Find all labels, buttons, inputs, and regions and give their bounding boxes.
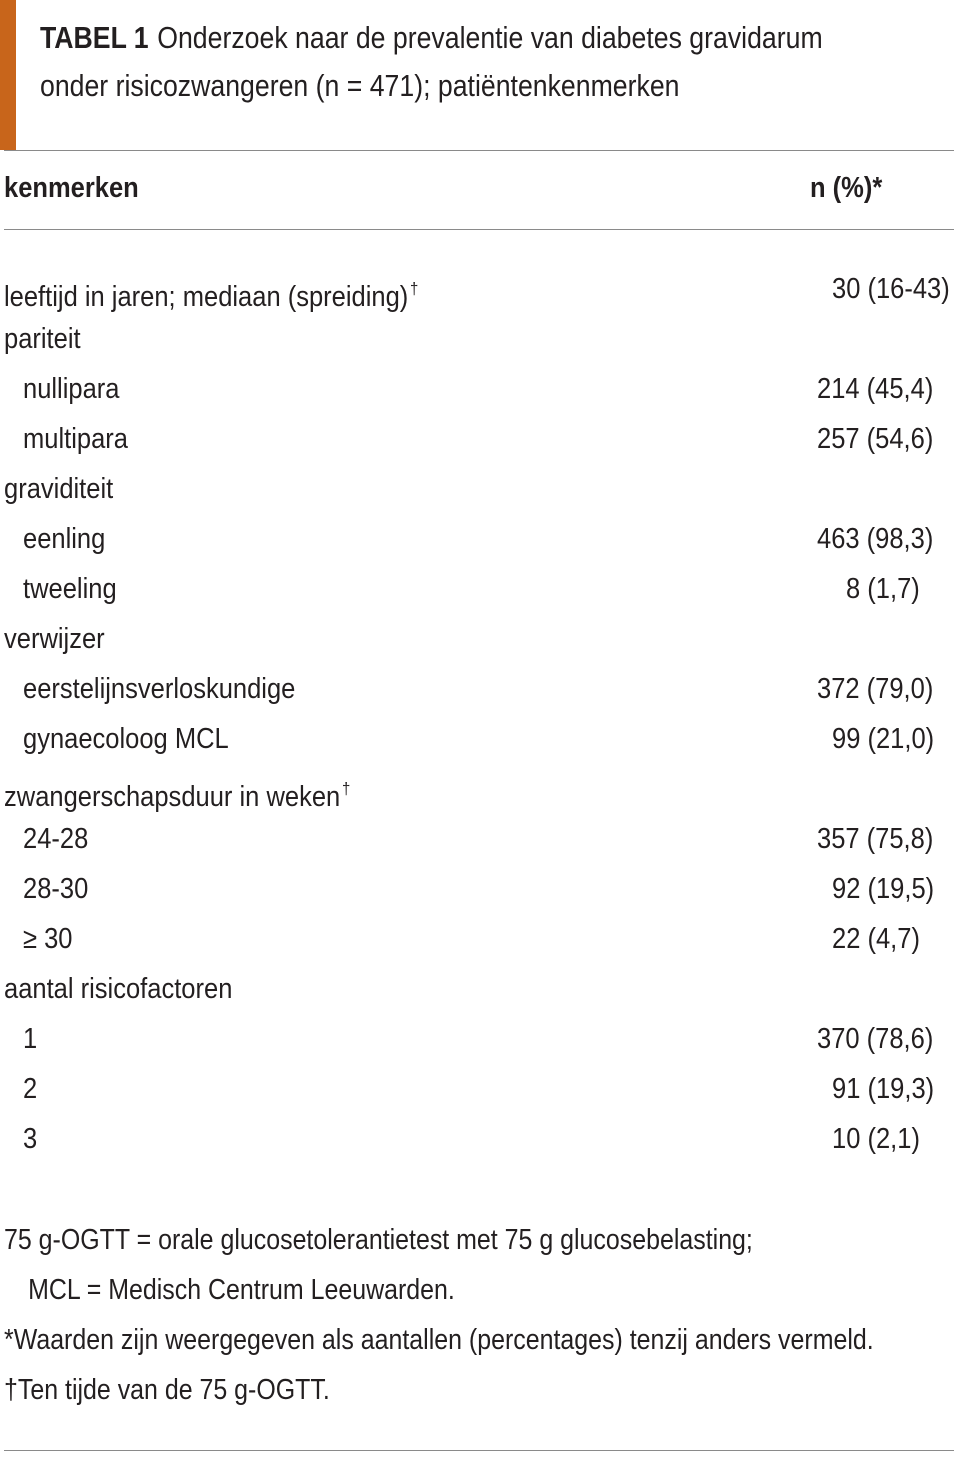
row-label [4, 964, 232, 1014]
row-label-text: 3 [23, 1123, 38, 1155]
row-label [23, 1014, 37, 1064]
row-value: 92 (19,5) [831, 873, 934, 905]
table-row [0, 514, 958, 564]
table-row [0, 614, 958, 664]
dagger-marker: † [341, 779, 351, 798]
row-label [23, 1114, 37, 1164]
table-bottom-rule [4, 1450, 954, 1451]
row-label-text: nullipara [23, 373, 120, 405]
row-label [23, 664, 295, 714]
table-caption-label: TABEL 1 [40, 20, 149, 55]
table-header-rule [4, 229, 954, 230]
row-label-text: eenling [23, 523, 106, 555]
row-label [4, 614, 105, 664]
row-label-text: graviditeit [4, 473, 114, 505]
row-value: 257 (54,6) [817, 423, 934, 455]
row-value: 99 (21,0) [831, 723, 934, 755]
column-header-kenmerken: kenmerken [4, 172, 139, 204]
row-value: 22 (4,7) [831, 923, 920, 955]
table-row [0, 814, 958, 864]
row-label [23, 564, 117, 614]
row-label-text: 24-28 [23, 823, 89, 855]
row-label-text: gynaecoloog MCL [23, 723, 229, 755]
table-row [0, 914, 958, 964]
row-value: 91 (19,3) [831, 1073, 934, 1105]
row-label-text: multipara [23, 423, 128, 455]
row-label-text: 28-30 [23, 873, 89, 905]
row-label [23, 714, 229, 764]
table-body [0, 264, 958, 1164]
table-row [0, 1014, 958, 1064]
table-row [0, 314, 958, 364]
row-label [23, 864, 88, 914]
row-label-text: 2 [23, 1073, 38, 1105]
footnote-dagger: †Ten tijde van de 75 g-OGTT. [4, 1374, 330, 1406]
row-label [23, 514, 105, 564]
column-header-n-percent: n (%)* [810, 172, 883, 204]
row-value: 463 (98,3) [817, 523, 934, 555]
table-row [0, 714, 958, 764]
row-label [4, 314, 81, 364]
row-label-text: zwangerschapsduur in weken [4, 781, 341, 813]
table-row [0, 964, 958, 1014]
row-value: 357 (75,8) [817, 823, 934, 855]
table-caption [40, 14, 934, 110]
row-label-text: leeftijd in jaren; mediaan (spreiding) [4, 281, 409, 313]
row-value: 372 (79,0) [817, 673, 934, 705]
footnote-ogtt: 75 g-OGTT = orale glucosetolerantietest met 75 g glucosebelasting; [4, 1224, 753, 1256]
row-value: 8 (1,7) [845, 573, 920, 605]
footnote-asterisk: *Waarden zijn weergegeven als aantallen (percentages) tenzij anders vermeld. [4, 1324, 874, 1356]
table-row [0, 764, 958, 814]
table-row [0, 564, 958, 614]
table-row [0, 1114, 958, 1164]
row-label-text: aantal risicofactoren [4, 973, 233, 1005]
table-row [0, 414, 958, 464]
row-value: 370 (78,6) [817, 1023, 934, 1055]
row-label [23, 414, 128, 464]
table-row [0, 1064, 958, 1114]
table-caption-title-line-2: onder risicozwangeren (n = 471); patiëntenkenmerken [40, 68, 680, 103]
caption-accent-bar [0, 0, 16, 150]
dagger-marker: † [410, 279, 419, 298]
footnote-mcl: MCL = Medisch Centrum Leeuwarden. [28, 1274, 455, 1306]
row-value: 30 (16-43) [831, 273, 950, 305]
row-label [23, 814, 88, 864]
row-label-text: 1 [23, 1023, 38, 1055]
row-label-text: pariteit [4, 323, 81, 355]
table-caption-title-line-1: Onderzoek naar de prevalentie van diabetes gravidarum [157, 20, 823, 55]
table-row [0, 264, 958, 314]
table-top-rule [4, 150, 954, 151]
row-label [4, 464, 113, 514]
row-label-text: tweeling [23, 573, 117, 605]
table-row [0, 364, 958, 414]
row-label-text: ≥ 30 [23, 923, 73, 955]
row-label-text: verwijzer [4, 623, 105, 655]
table-row [0, 864, 958, 914]
row-label [23, 914, 72, 964]
table-row [0, 664, 958, 714]
row-label [23, 1064, 37, 1114]
row-label-text: eerstelijnsverloskundige [23, 673, 296, 705]
row-value: 214 (45,4) [817, 373, 934, 405]
table-footnotes [4, 1215, 933, 1415]
table-row [0, 464, 958, 514]
row-label [23, 364, 119, 414]
row-value: 10 (2,1) [831, 1123, 920, 1155]
